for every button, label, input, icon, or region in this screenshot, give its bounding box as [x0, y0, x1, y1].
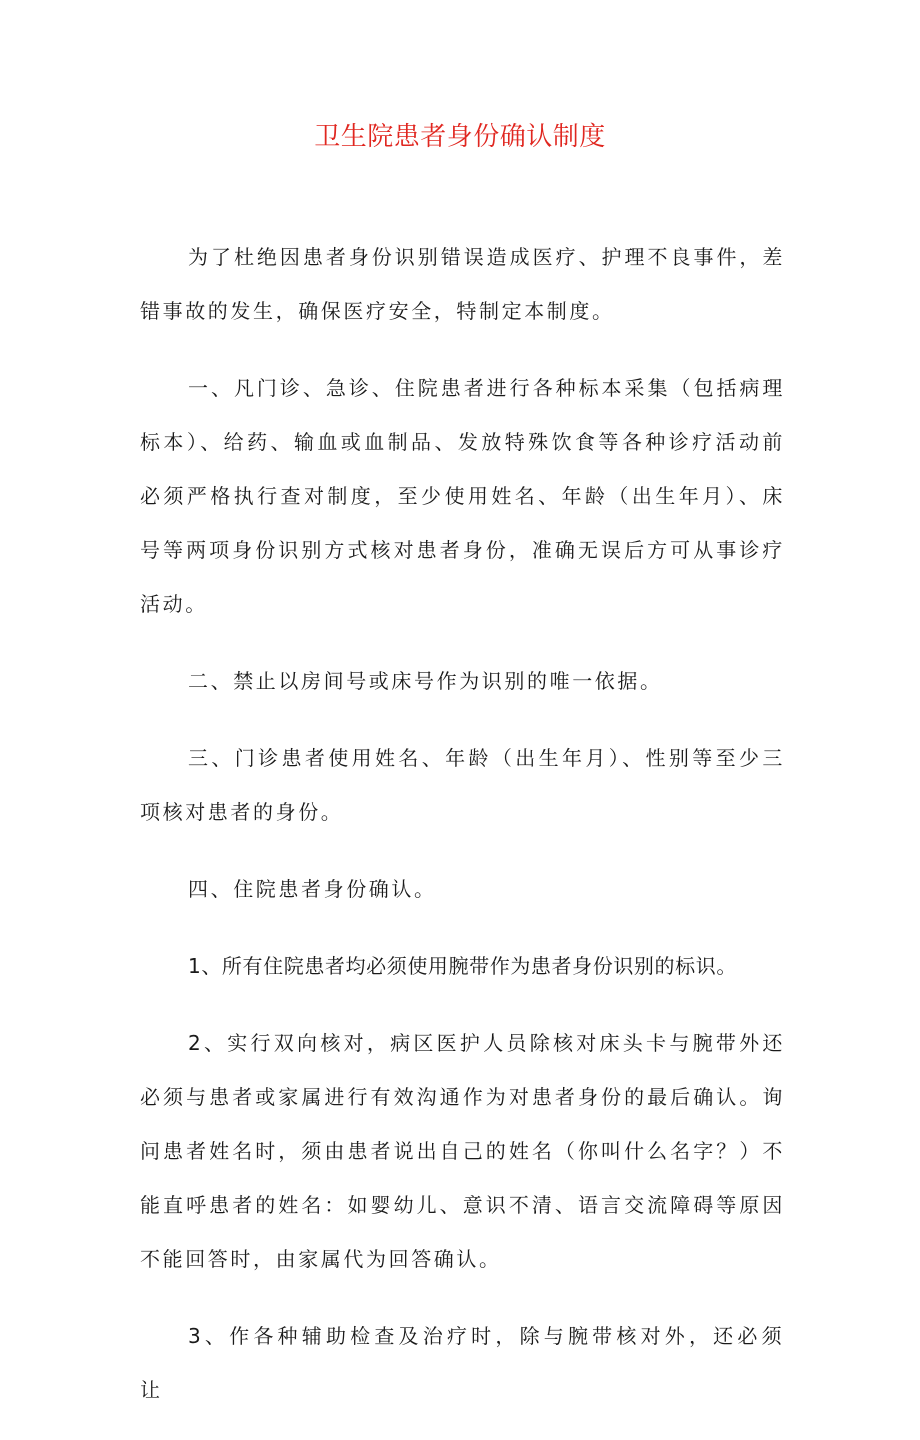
paragraph-item-2: 2、实行双向核对，病区医护人员除核对床头卡与腕带外还必须与患者或家属进行有效沟通作为对患者身份的最后确认。询问患者姓名时，须由患者说出自己的姓名（你叫什么名字？）不能直呼患者的姓名：如婴幼儿、意识不清、语言交流障碍等原因不能回答时，由家属代为回答确认。 [140, 1031, 785, 1271]
document-title: 卫生院患者身份确认制度 [314, 122, 606, 152]
paragraph-item-1: 1、所有住院患者均必须使用腕带作为患者身份识别的标识。 [188, 954, 737, 978]
paragraph-item-3: 3、作各种辅助检查及治疗时，除与腕带核对外，还必须让 [140, 1324, 785, 1402]
paragraph-rule-1: 一、凡门诊、急诊、住院患者进行各种标本采集（包括病理标本）、给药、输血或血制品、发放特殊饮食等各种诊疗活动前必须严格执行查对制度，至少使用姓名、年龄（出生年月）、床号等两项身份识别方式核对患者身份，准确无误后方可从事诊疗活动。 [140, 376, 785, 616]
paragraph-rule-3: 三、门诊患者使用姓名、年龄（出生年月）、性别等至少三项核对患者的身份。 [140, 746, 785, 824]
document-body [140, 230, 785, 1440]
paragraph-intro: 为了杜绝因患者身份识别错误造成医疗、护理不良事件，差错事故的发生，确保医疗安全，特制定本制度。 [140, 245, 785, 323]
paragraph-rule-2: 二、禁止以房间号或床号作为识别的唯一依据。 [188, 669, 663, 693]
paragraph-rule-4: 四、住院患者身份确认。 [188, 877, 437, 901]
